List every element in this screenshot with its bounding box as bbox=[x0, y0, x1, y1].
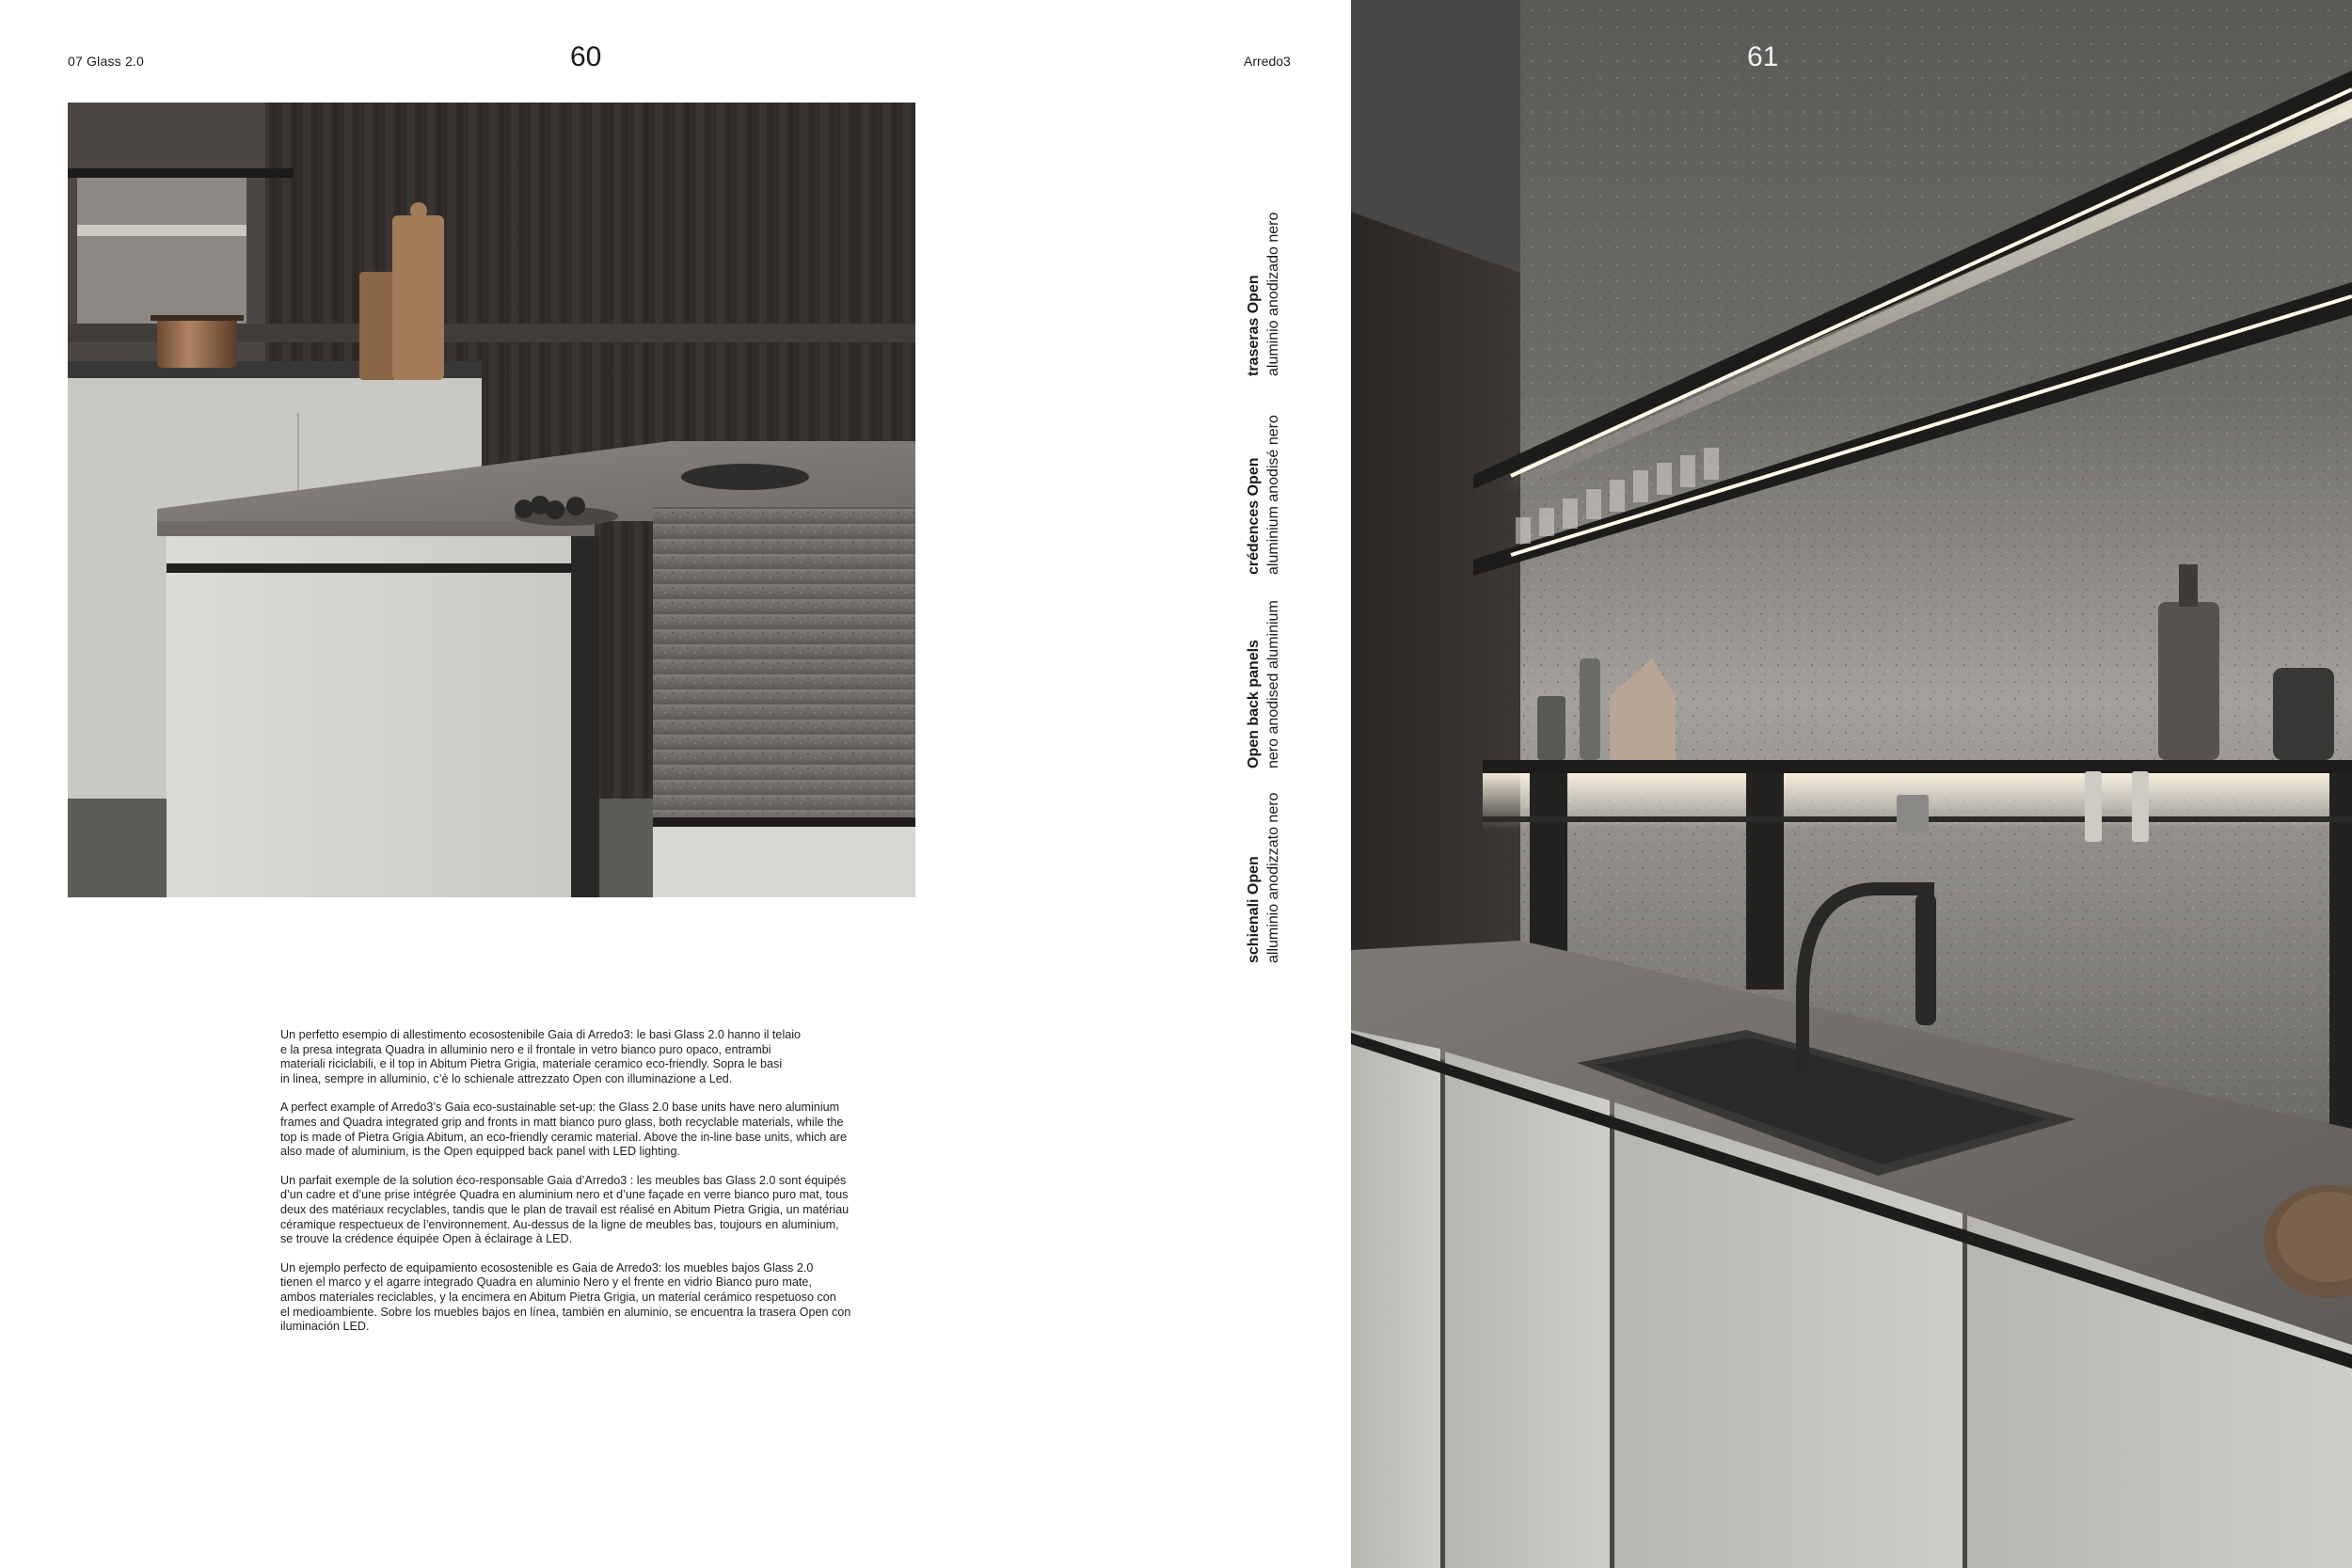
kitchen-island-photo bbox=[68, 103, 915, 897]
page-number-right: 61 bbox=[1747, 41, 1779, 72]
caption-english: Open back panels nero anodised aluminium bbox=[1246, 600, 1281, 768]
caption-spanish: traseras Open aluminio anodizado nero bbox=[1246, 212, 1281, 376]
paragraph-italian: Un perfetto esempio di allestimento ecosostenibile Gaia di Arredo3: le basi Glass 2.0 hanno il telaio e la presa integrata Quadra in alluminio nero e il frontale in vetro bianco puro opaco, entrambi materiali riciclabili, e il top in Abitum Pietra Grigia, materiale ceramico eco-friendly. Sopra le basi in linea, sempre in alluminio, c’è lo schienale attrezzato Open con illuminazione a Led. bbox=[280, 1028, 802, 1085]
paragraph-french: Un parfait exemple de la solution éco-responsable Gaia d’Arredo3 : les meubles bas Glass 2.0 sont équipés d’un cadre et d’une prise intégrée Quadra en aluminium nero et d’une façade en verre bianco puro mat, tous deux des matériaux recyclables, tandis que le plan de travail est réalisé en Abitum Pietra Grigia, un matériau céramique respectueux de l’environnement. Au-dessus de la ligne de meubles bas, toujours en aluminium, se trouve la crédence équipée Open à éclairage à LED. bbox=[280, 1173, 850, 1246]
kitchen-backsplash-photo bbox=[1351, 0, 2352, 1568]
body-text bbox=[280, 1028, 913, 1349]
paragraph-spanish: Un ejemplo perfecto de equipamiento ecosostenible es Gaia de Arredo3: los muebles bajos Glass 2.0 tienen el marco y el agarre integrado Quadra en aluminio Nero y el frente en vidrio Bianco puro mate, ambos materiales reciclables, y la encimera en Abitum Pietra Grigia, un material cerámico respetuoso con el medioambiente. Sobre los muebles bajos en línea, también en aluminio, se encuentra la trasera Open con iluminación LED. bbox=[280, 1260, 851, 1334]
caption-french: crédences Open aluminium anodisé nero bbox=[1246, 415, 1281, 575]
section-label: 07 Glass 2.0 bbox=[68, 54, 144, 69]
caption-italian: schienali Open alluminio anodizzato nero bbox=[1246, 792, 1281, 963]
brand-name: Arredo3 bbox=[1244, 54, 1291, 69]
page-number-left: 60 bbox=[570, 41, 602, 72]
paragraph-english: A perfect example of Arredo3’s Gaia eco-sustainable set-up: the Glass 2.0 base units have nero aluminium frames and Quadra integrated grip and fronts in matt bianco puro glass, both recyclable materials, while the top is made of Pietra Grigia Abitum, an eco-friendly ceramic material. Above the in-line base units, which are also made of aluminium, is the Open equipped back panel with LED lighting. bbox=[280, 1101, 847, 1159]
